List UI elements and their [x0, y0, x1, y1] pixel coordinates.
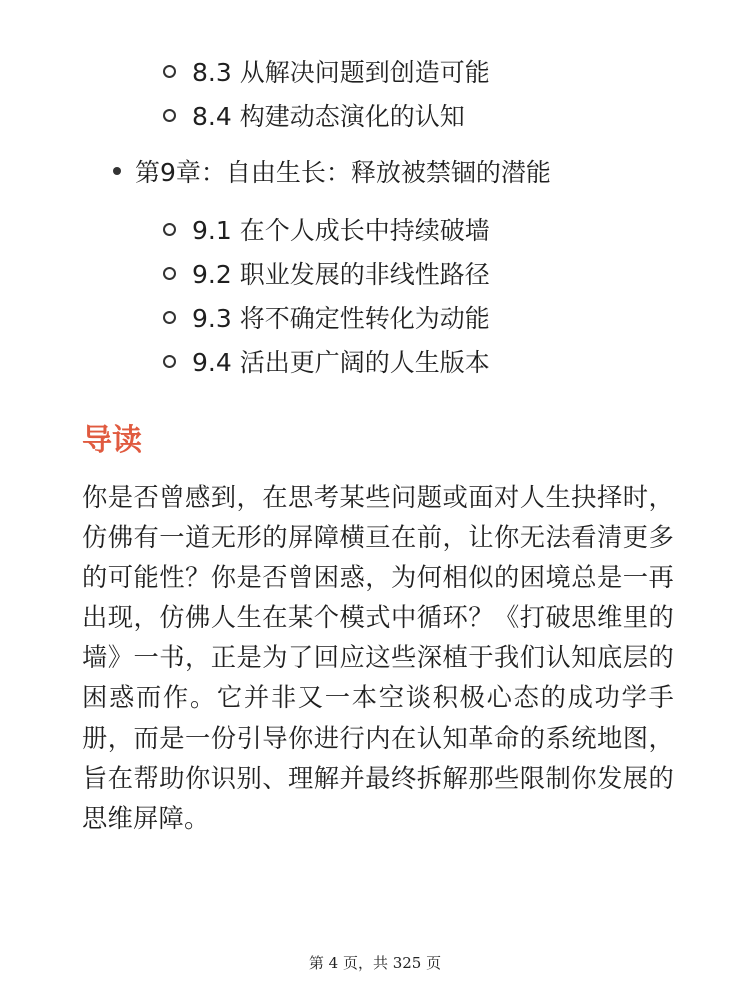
toc-item-label: 9.2 职业发展的非线性路径	[192, 260, 490, 289]
circle-bullet-icon	[163, 311, 176, 324]
toc-item-8-4	[163, 97, 465, 133]
circle-bullet-icon	[163, 109, 176, 122]
toc-item-label: 9.3 将不确定性转化为动能	[192, 304, 490, 333]
circle-bullet-icon	[163, 223, 176, 236]
toc-item-9-4	[163, 343, 490, 379]
circle-bullet-icon	[163, 65, 176, 78]
section-heading: 导读	[82, 423, 142, 458]
circle-bullet-icon	[163, 267, 176, 280]
page-number: 第 4 页，共 325 页	[308, 954, 442, 972]
circle-bullet-icon	[163, 355, 176, 368]
intro-paragraph: 你是否曾感到，在思考某些问题或面对人生抉择时，仿佛有一道无形的屏障横亘在前，让你无法看清更多的可能性？你是否曾困惑，为何相似的困境总是一再出现，仿佛人生在某个模式中循环？《打破思维里的墙》一书，正是为了回应这些深植于我们认知底层的困惑而作。它并非又一本空谈积极心态的成功学手册，而是一份引导你进行内在认知革命的系统地图，旨在帮助你识别、理解并最终拆解那些限制你发展的思维屏障。	[82, 483, 674, 833]
toc-chapter-label: 第9章：自由生长：释放被禁锢的潜能	[135, 158, 551, 187]
disc-bullet-icon	[113, 167, 121, 175]
toc-item-9-2	[163, 255, 490, 291]
toc-item-label: 8.4 构建动态演化的认知	[192, 102, 465, 131]
toc-item-label: 8.3 从解决问题到创造可能	[192, 58, 490, 87]
toc-chapter-9	[113, 153, 551, 189]
toc-item-label: 9.4 活出更广阔的人生版本	[192, 348, 490, 377]
toc-item-9-1	[163, 211, 490, 247]
toc-item-9-3	[163, 299, 490, 335]
toc-item-8-3	[163, 53, 490, 89]
toc-item-label: 9.1 在个人成长中持续破墙	[192, 216, 490, 245]
